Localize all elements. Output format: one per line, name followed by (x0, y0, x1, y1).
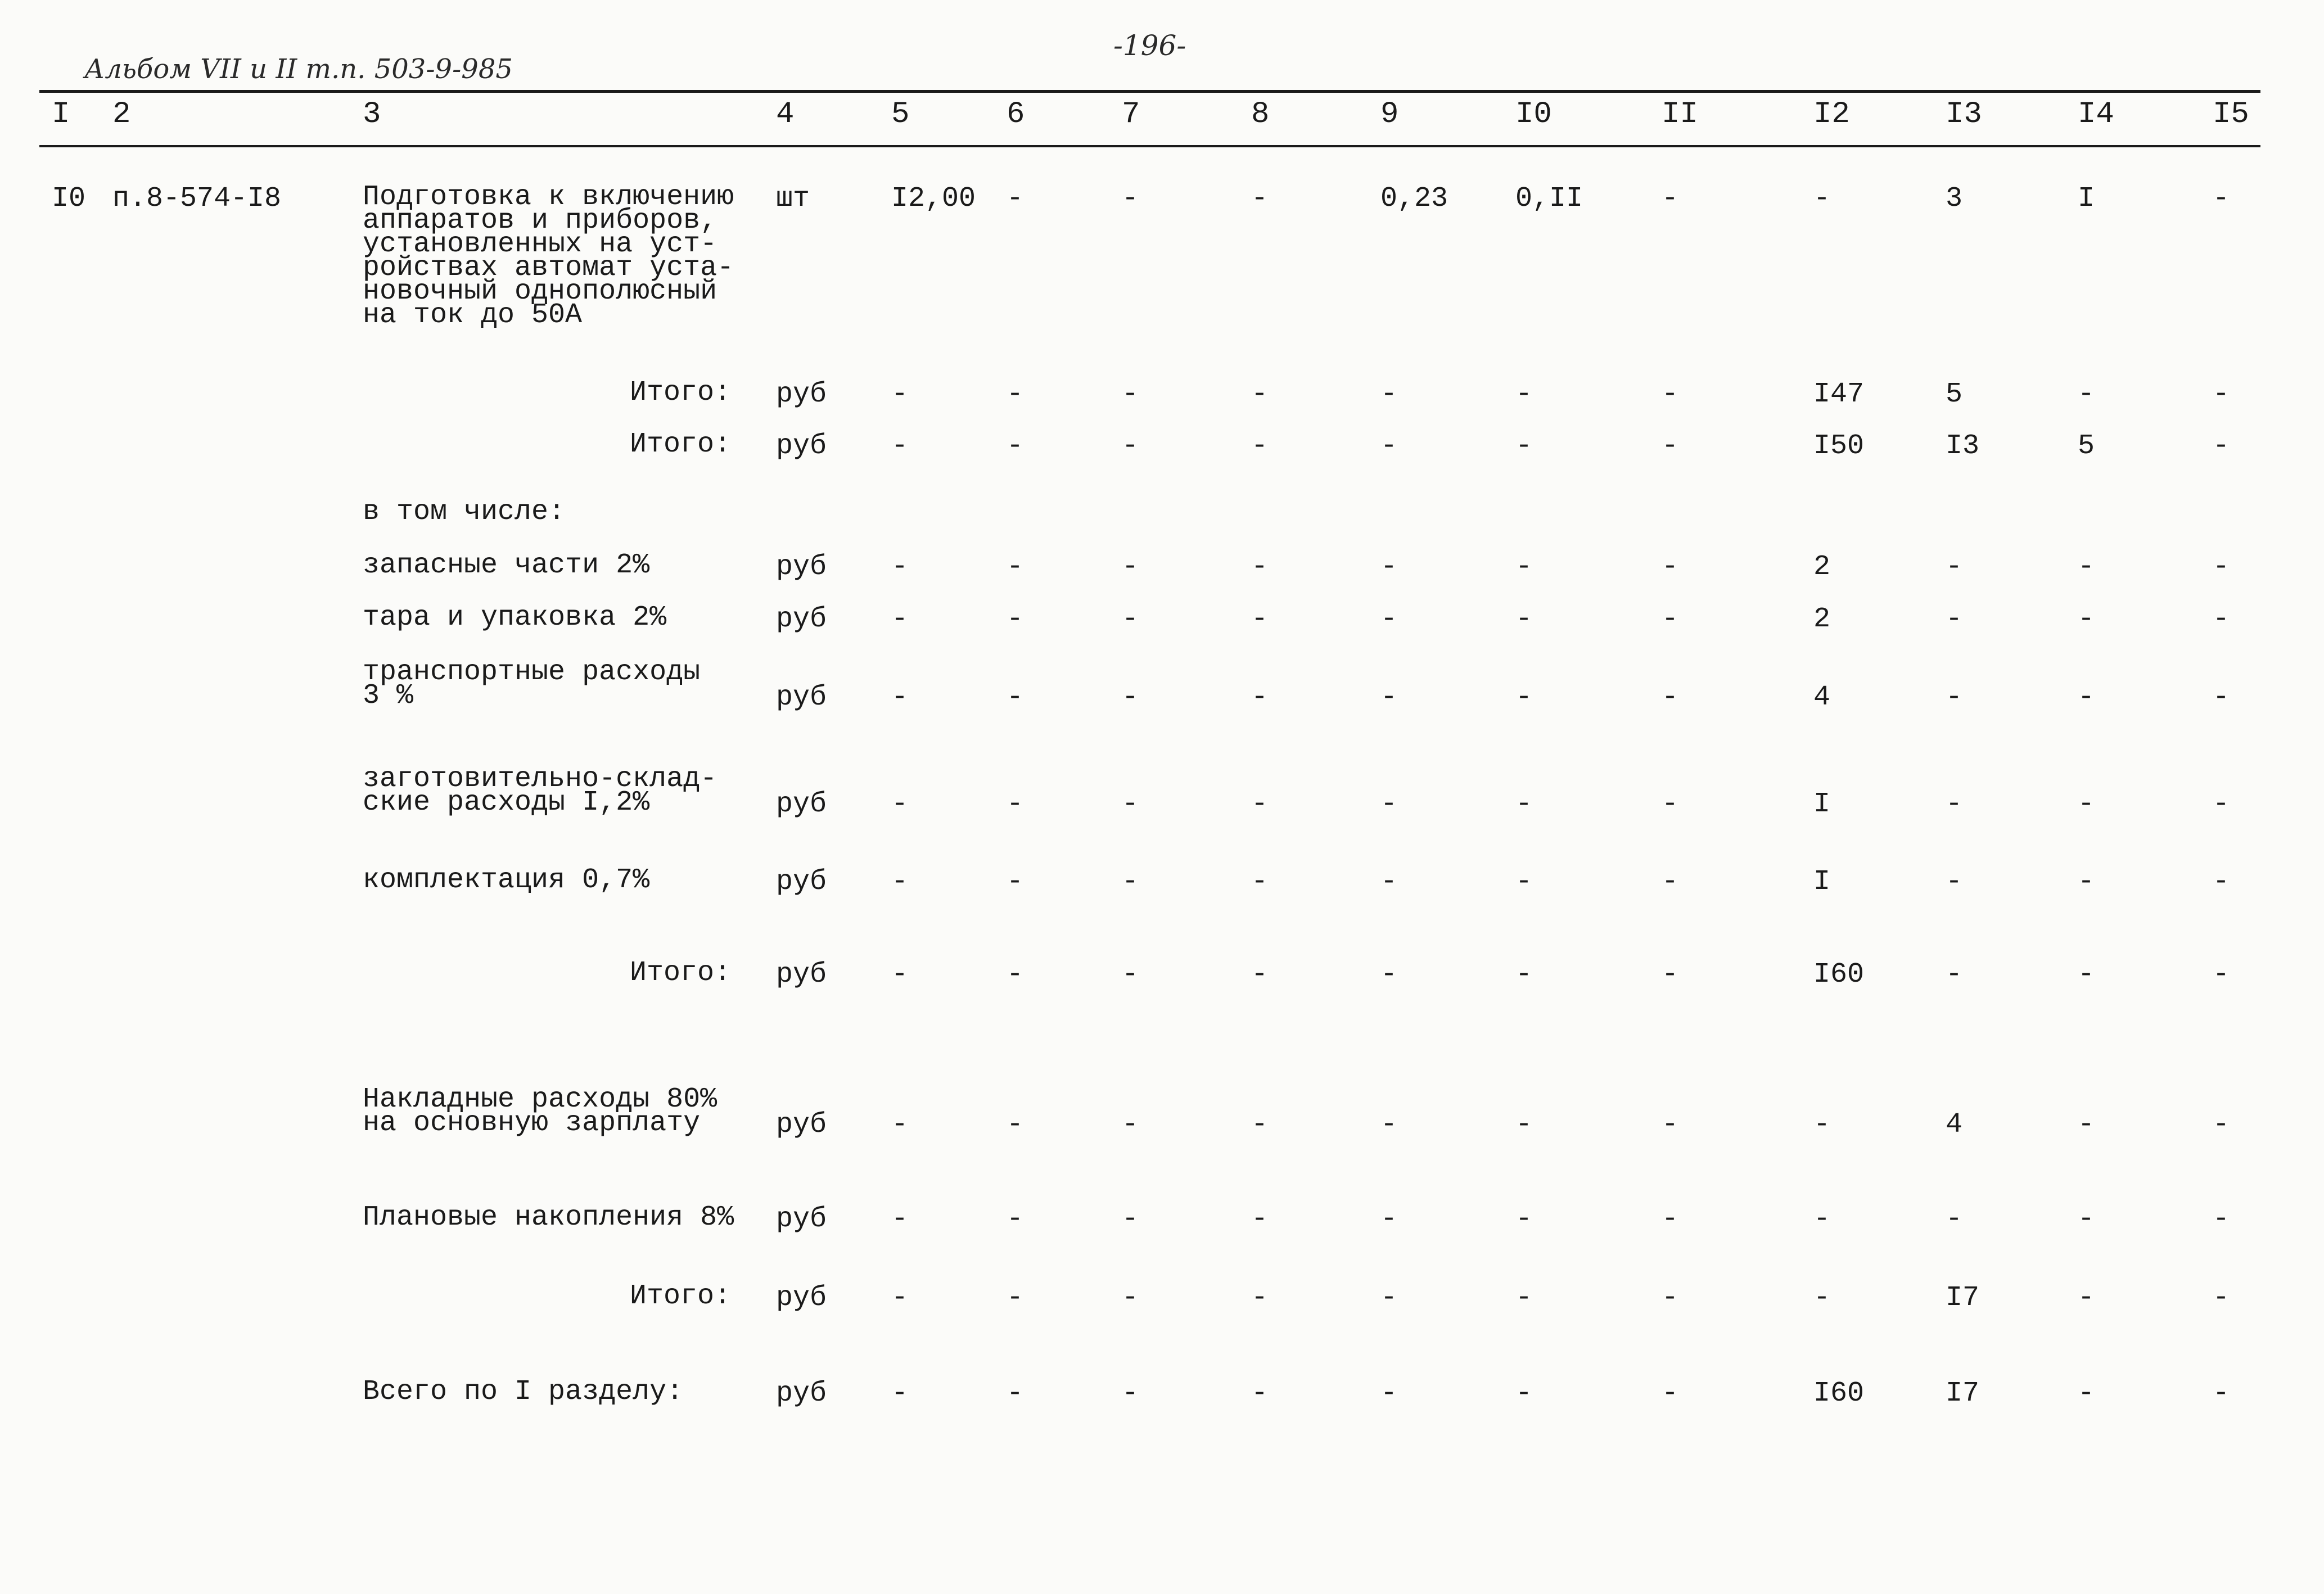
row-1-col-14: I (2078, 183, 2095, 215)
row-6-col-4: руб (776, 603, 827, 635)
row-8-col-15: - (2213, 788, 2230, 820)
row-12-col-13: - (1946, 1203, 1963, 1235)
row-10-col-12: I60 (1813, 959, 1865, 991)
row-1-col-8: - (1251, 183, 1269, 215)
row-11-col-5: - (891, 1109, 909, 1141)
row-5-col-7: - (1122, 551, 1139, 583)
row-2-col-4: руб (776, 378, 827, 410)
row-14-col-8: - (1251, 1378, 1269, 1410)
row-14-col-5: - (891, 1378, 909, 1410)
album-reference: Альбом VII и II т.п. 503-9-985 (84, 53, 513, 85)
row-11-col-13: 4 (1946, 1109, 1963, 1141)
row-9-col-13: - (1946, 866, 1963, 898)
row-8-col-11: - (1662, 788, 1679, 820)
row-6-col-8: - (1251, 603, 1269, 635)
row-11-col-8: - (1251, 1109, 1269, 1141)
page-number: -196- (1113, 29, 1186, 62)
row-9-col-11: - (1662, 866, 1679, 898)
row-12-col-3: Плановые накопления 8% (363, 1202, 734, 1234)
row-14-col-14: - (2078, 1378, 2095, 1410)
row-7-col-5: - (891, 681, 909, 714)
row-2-col-7: - (1122, 378, 1139, 410)
row-13-col-3: Итого: (629, 1280, 731, 1312)
row-7-col-12: 4 (1813, 681, 1831, 714)
row-2-col-8: - (1251, 378, 1269, 410)
row-11-col-6: - (1007, 1109, 1024, 1141)
row-12-col-5: - (891, 1203, 909, 1235)
row-3-col-13: I3 (1946, 430, 1980, 462)
row-13-col-13: I7 (1946, 1282, 1980, 1314)
row-5-col-15: - (2213, 551, 2230, 583)
row-7-col-10: - (1515, 681, 1533, 714)
row-6-col-14: - (2078, 603, 2095, 635)
row-3-col-14: 5 (2078, 430, 2095, 462)
row-8-col-5: - (891, 788, 909, 820)
row-5-col-5: - (891, 551, 909, 583)
row-12-col-4: руб (776, 1203, 827, 1235)
row-1-col-15: - (2213, 183, 2230, 215)
row-1-col-10: 0,II (1515, 183, 1583, 215)
row-5-col-10: - (1515, 551, 1533, 583)
row-5-col-11: - (1662, 551, 1679, 583)
row-7-col-13: - (1946, 681, 1963, 714)
row-14-col-7: - (1122, 1378, 1139, 1410)
row-11-col-15: - (2213, 1109, 2230, 1141)
row-2-col-11: - (1662, 378, 1679, 410)
row-1-col-6: - (1007, 183, 1024, 215)
row-5-col-12: 2 (1813, 551, 1831, 583)
row-13-col-15: - (2213, 1282, 2230, 1314)
row-6-col-11: - (1662, 603, 1679, 635)
row-6-col-6: - (1007, 603, 1024, 635)
row-9-col-8: - (1251, 866, 1269, 898)
row-10-col-5: - (891, 959, 909, 991)
row-13-col-4: руб (776, 1282, 827, 1314)
column-header-9: 9 (1380, 97, 1399, 132)
row-2-col-3: Итого: (629, 377, 731, 409)
column-header-2: 2 (112, 97, 131, 132)
row-3-col-4: руб (776, 430, 827, 462)
row-8-col-10: - (1515, 788, 1533, 820)
row-11-col-7: - (1122, 1109, 1139, 1141)
row-1-col-13: 3 (1946, 183, 1963, 215)
row-2-col-5: - (891, 378, 909, 410)
row-12-col-8: - (1251, 1203, 1269, 1235)
row-1-col-3: Подготовка к включению аппаратов и приборов, установленных на уст- ройствах автомат уста- новочный однополюсный на ток до 50А (363, 181, 734, 331)
row-3-col-7: - (1122, 430, 1139, 462)
row-6-col-12: 2 (1813, 603, 1831, 635)
row-1-col-12: - (1813, 183, 1831, 215)
row-6-col-15: - (2213, 603, 2230, 635)
row-3-col-5: - (891, 430, 909, 462)
row-10-col-11: - (1662, 959, 1679, 991)
row-14-col-12: I60 (1813, 1378, 1865, 1410)
row-13-col-7: - (1122, 1282, 1139, 1314)
column-header-4: 4 (776, 97, 795, 132)
row-8-col-8: - (1251, 788, 1269, 820)
row-13-col-5: - (891, 1282, 909, 1314)
row-10-col-10: - (1515, 959, 1533, 991)
row-1-col-2: п.8-574-I8 (112, 183, 282, 215)
row-13-col-12: - (1813, 1282, 1831, 1314)
row-7-col-3: транспортные расходы 3 % (363, 656, 701, 712)
row-9-col-4: руб (776, 866, 827, 898)
column-header-5: 5 (891, 97, 910, 132)
row-7-col-9: - (1380, 681, 1398, 714)
row-4-col-3: в том числе: (363, 496, 566, 528)
row-2-col-9: - (1380, 378, 1398, 410)
row-6-col-3: тара и упаковка 2% (363, 602, 667, 634)
column-header-14: I4 (2078, 97, 2114, 132)
row-3-col-8: - (1251, 430, 1269, 462)
row-7-col-4: руб (776, 681, 827, 714)
row-5-col-9: - (1380, 551, 1398, 583)
column-header-6: 6 (1007, 97, 1025, 132)
row-14-col-3: Всего по I разделу: (363, 1376, 684, 1408)
header-rule-bottom (39, 145, 2260, 147)
row-10-col-8: - (1251, 959, 1269, 991)
row-14-col-10: - (1515, 1378, 1533, 1410)
row-11-col-14: - (2078, 1109, 2095, 1141)
column-header-10: I0 (1515, 97, 1552, 132)
row-12-col-14: - (2078, 1203, 2095, 1235)
row-9-col-3: комплектация 0,7% (363, 864, 650, 896)
row-13-col-14: - (2078, 1282, 2095, 1314)
row-12-col-10: - (1515, 1203, 1533, 1235)
row-2-col-13: 5 (1946, 378, 1963, 410)
row-3-col-11: - (1662, 430, 1679, 462)
row-9-col-6: - (1007, 866, 1024, 898)
row-10-col-15: - (2213, 959, 2230, 991)
column-header-8: 8 (1251, 97, 1270, 132)
row-10-col-6: - (1007, 959, 1024, 991)
row-12-col-7: - (1122, 1203, 1139, 1235)
row-1-col-7: - (1122, 183, 1139, 215)
row-9-col-5: - (891, 866, 909, 898)
row-11-col-10: - (1515, 1109, 1533, 1141)
row-10-col-9: - (1380, 959, 1398, 991)
row-7-col-11: - (1662, 681, 1679, 714)
row-14-col-6: - (1007, 1378, 1024, 1410)
row-7-col-14: - (2078, 681, 2095, 714)
row-10-col-4: руб (776, 959, 827, 991)
row-13-col-6: - (1007, 1282, 1024, 1314)
row-5-col-6: - (1007, 551, 1024, 583)
row-10-col-14: - (2078, 959, 2095, 991)
row-5-col-14: - (2078, 551, 2095, 583)
row-10-col-13: - (1946, 959, 1963, 991)
row-14-col-9: - (1380, 1378, 1398, 1410)
row-6-col-7: - (1122, 603, 1139, 635)
row-2-col-14: - (2078, 378, 2095, 410)
row-8-col-13: - (1946, 788, 1963, 820)
row-14-col-13: I7 (1946, 1378, 1980, 1410)
row-11-col-11: - (1662, 1109, 1679, 1141)
row-7-col-8: - (1251, 681, 1269, 714)
row-9-col-9: - (1380, 866, 1398, 898)
row-5-col-4: руб (776, 551, 827, 583)
row-1-col-9: 0,23 (1380, 183, 1448, 215)
row-6-col-9: - (1380, 603, 1398, 635)
column-header-13: I3 (1946, 97, 1982, 132)
row-11-col-9: - (1380, 1109, 1398, 1141)
row-6-col-13: - (1946, 603, 1963, 635)
row-11-col-4: руб (776, 1109, 827, 1141)
row-12-col-9: - (1380, 1203, 1398, 1235)
row-7-col-7: - (1122, 681, 1139, 714)
row-2-col-15: - (2213, 378, 2230, 410)
row-8-col-6: - (1007, 788, 1024, 820)
row-6-col-5: - (891, 603, 909, 635)
row-14-col-4: руб (776, 1378, 827, 1410)
row-9-col-15: - (2213, 866, 2230, 898)
row-12-col-6: - (1007, 1203, 1024, 1235)
row-9-col-10: - (1515, 866, 1533, 898)
row-14-col-15: - (2213, 1378, 2230, 1410)
row-5-col-13: - (1946, 551, 1963, 583)
row-8-col-12: I (1813, 788, 1831, 820)
row-3-col-12: I50 (1813, 430, 1865, 462)
row-5-col-3: запасные части 2% (363, 549, 650, 581)
header-rule-top (39, 90, 2260, 93)
row-10-col-7: - (1122, 959, 1139, 991)
row-14-col-11: - (1662, 1378, 1679, 1410)
row-9-col-14: - (2078, 866, 2095, 898)
row-8-col-7: - (1122, 788, 1139, 820)
row-13-col-11: - (1662, 1282, 1679, 1314)
row-12-col-11: - (1662, 1203, 1679, 1235)
row-13-col-9: - (1380, 1282, 1398, 1314)
column-header-1: I (52, 97, 70, 132)
row-8-col-14: - (2078, 788, 2095, 820)
row-13-col-8: - (1251, 1282, 1269, 1314)
row-12-col-12: - (1813, 1203, 1831, 1235)
row-9-col-7: - (1122, 866, 1139, 898)
row-11-col-3: Накладные расходы 80% на основную зарплату (363, 1083, 717, 1139)
row-7-col-15: - (2213, 681, 2230, 714)
column-header-15: I5 (2213, 97, 2249, 132)
row-2-col-6: - (1007, 378, 1024, 410)
row-1-col-4: шт (776, 183, 810, 215)
column-header-12: I2 (1813, 97, 1850, 132)
column-header-11: II (1662, 97, 1698, 132)
row-3-col-10: - (1515, 430, 1533, 462)
row-1-col-5: I2,00 (891, 183, 976, 215)
row-12-col-15: - (2213, 1203, 2230, 1235)
row-8-col-3: заготовительно-склад- ские расходы I,2% (363, 763, 717, 819)
row-8-col-9: - (1380, 788, 1398, 820)
row-1-col-11: - (1662, 183, 1679, 215)
row-6-col-10: - (1515, 603, 1533, 635)
row-7-col-6: - (1007, 681, 1024, 714)
row-3-col-6: - (1007, 430, 1024, 462)
column-header-3: 3 (363, 97, 381, 132)
row-5-col-8: - (1251, 551, 1269, 583)
column-header-7: 7 (1122, 97, 1140, 132)
row-2-col-12: I47 (1813, 378, 1865, 410)
row-11-col-12: - (1813, 1109, 1831, 1141)
row-10-col-3: Итого: (629, 957, 731, 989)
row-3-col-3: Итого: (629, 428, 731, 460)
row-13-col-10: - (1515, 1282, 1533, 1314)
row-9-col-12: I (1813, 866, 1831, 898)
row-3-col-15: - (2213, 430, 2230, 462)
row-8-col-4: руб (776, 788, 827, 820)
row-3-col-9: - (1380, 430, 1398, 462)
row-2-col-10: - (1515, 378, 1533, 410)
row-1-col-1: I0 (52, 183, 86, 215)
